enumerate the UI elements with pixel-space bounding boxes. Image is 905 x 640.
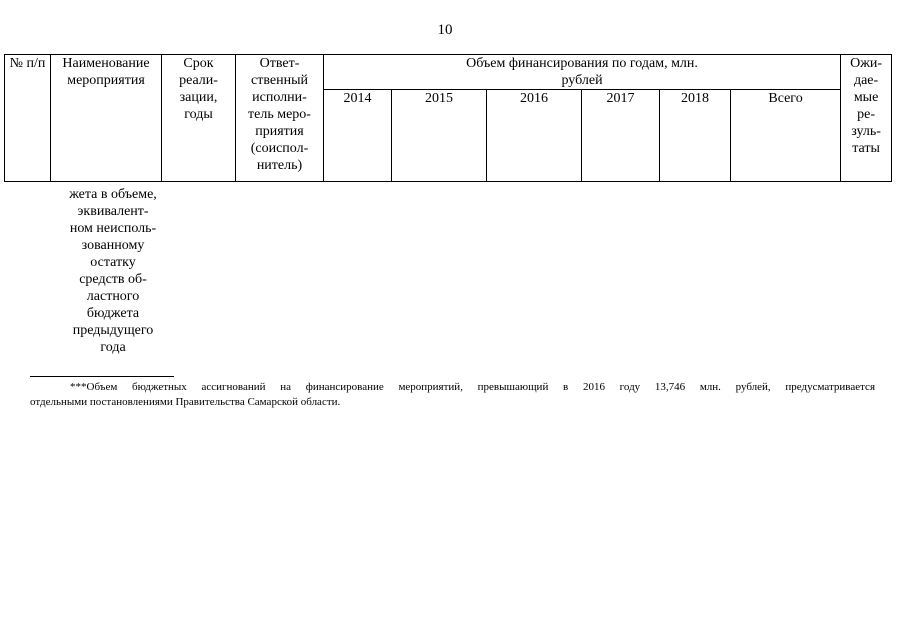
text-line: ластного	[86, 289, 140, 304]
text-line: остатку	[90, 255, 136, 270]
footnote	[30, 380, 875, 410]
continued-cell-text	[58, 186, 168, 356]
text-line: предыдущего	[72, 323, 154, 338]
text-line: средств об-	[79, 272, 147, 287]
header-funding-text: Объем финансирования по годам, млн. рублей	[466, 56, 698, 88]
header-expected-text: Ожи-дае-мые ре-зуль-таты	[850, 56, 883, 156]
header-funding	[324, 55, 841, 90]
text-line: эквивалент-	[77, 204, 149, 219]
footnote-separator	[30, 376, 174, 377]
header-year-2018: 2018	[660, 90, 731, 182]
header-year-2016: 2016	[487, 90, 582, 182]
header-term	[162, 55, 236, 182]
text-line: зованному	[81, 238, 145, 253]
text-line: года	[100, 340, 126, 355]
header-term-text: Срок реали-зации, годы	[179, 56, 218, 122]
header-responsible-text: Ответ-ственный исполни-тель меро-приятия (соиспол-нитель)	[248, 56, 311, 173]
header-name	[51, 55, 162, 182]
header-responsible	[236, 55, 324, 182]
header-number	[5, 55, 51, 182]
footnote-line-1: ***Объем бюджетных ассигнований на финансирование мероприятий, превышающий в 2016 году 13,746 млн. рублей, предусматривается	[70, 381, 875, 393]
header-expected	[841, 55, 892, 182]
header-year-2015: 2015	[392, 90, 487, 182]
header-year-2014: 2014	[324, 90, 392, 182]
header-year-2017: 2017	[582, 90, 660, 182]
program-table	[4, 54, 892, 182]
text-line: бюджета	[86, 306, 140, 321]
footnote-line-2: отдельными постановлениями Правительства Самарской области.	[30, 396, 341, 408]
header-number-text: № п/п	[9, 56, 46, 71]
header-total: Всего	[731, 90, 841, 182]
text-line: ном неисполь-	[69, 221, 157, 236]
header-name-text: Наименование мероприятия	[62, 56, 150, 88]
text-line: жета в объеме,	[69, 187, 157, 202]
page-number: 10	[437, 22, 453, 38]
